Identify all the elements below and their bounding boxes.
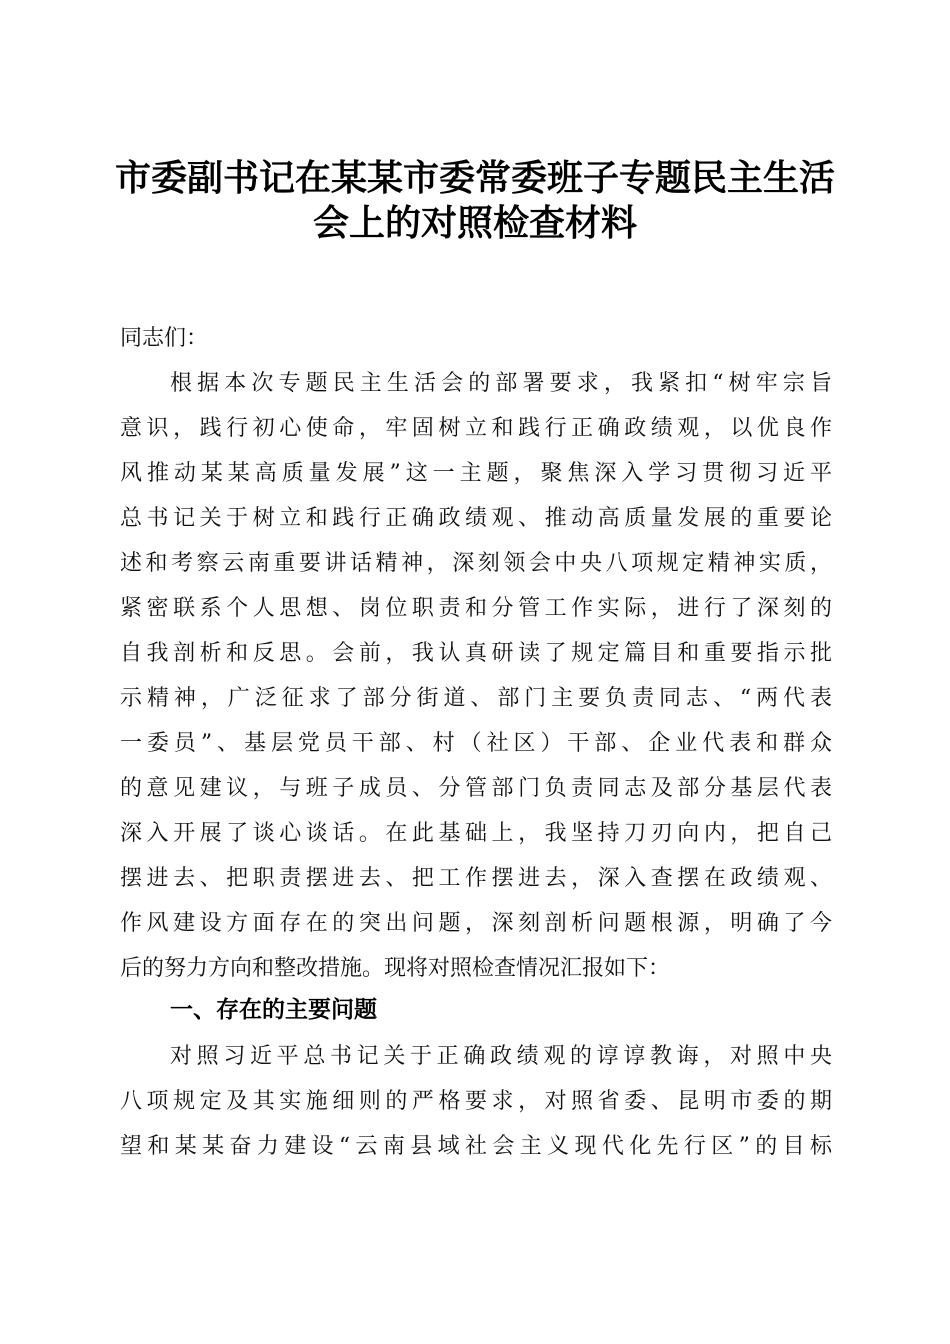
- paragraph-line: 的意见建议，与班子成员、分管部门负责同志及部分基层代表: [120, 776, 832, 801]
- paragraph-line: 述和考察云南重要讲话精神，深刻领会中央八项规定精神实质，: [120, 551, 832, 576]
- paragraph-line: 摆进去、把职责摆进去、把工作摆进去，深入查摆在政绩观、: [120, 866, 832, 891]
- paragraph-line: 深入开展了谈心谈话。在此基础上，我坚持刀刃向内，把自己: [120, 821, 832, 846]
- paragraph-line: 总书记关于树立和践行正确政绩观、推动高质量发展的重要论: [120, 506, 832, 531]
- paragraph-line: 紧密联系个人思想、岗位职责和分管工作实际，进行了深刻的: [120, 596, 832, 621]
- paragraph-line: 根据本次专题民主生活会的部署要求，我紧扣“树牢宗旨: [170, 371, 832, 396]
- section-heading: 一、存在的主要问题: [170, 997, 377, 1023]
- paragraph-line: 八项规定及其实施细则的严格要求，对照省委、昆明市委的期: [120, 1089, 832, 1114]
- paragraph-line: 示精神，广泛征求了部分街道、部门主要负责同志、“两代表: [120, 686, 832, 711]
- document-title-line-1: 市委副书记在某某市委常委班子专题民主生活: [114, 157, 835, 199]
- paragraph-line: 意识，践行初心使命，牢固树立和践行正确政绩观，以优良作: [120, 416, 832, 441]
- paragraph-line: 望和某某奋力建设“云南县域社会主义现代化先行区”的目标: [120, 1134, 832, 1159]
- paragraph-line: 一委员”、基层党员干部、村（社区）干部、企业代表和群众: [120, 731, 832, 756]
- paragraph-line: 对照习近平总书记关于正确政绩观的谆谆教诲，对照中央: [170, 1044, 832, 1069]
- paragraph-line: 后的努力方向和整改措施。现将对照检查情况汇报如下：: [120, 956, 671, 981]
- salutation: 同志们：: [120, 326, 209, 351]
- paragraph-line: 作风建设方面存在的突出问题，深刻剖析问题根源，明确了今: [120, 911, 832, 936]
- paragraph-line: 风推动某某高质量发展”这一主题，聚焦深入学习贯彻习近平: [120, 461, 832, 486]
- paragraph-line: 自我剖析和反思。会前，我认真研读了规定篇目和重要指示批: [120, 641, 832, 666]
- document-title-line-2: 会上的对照检查材料: [312, 202, 637, 244]
